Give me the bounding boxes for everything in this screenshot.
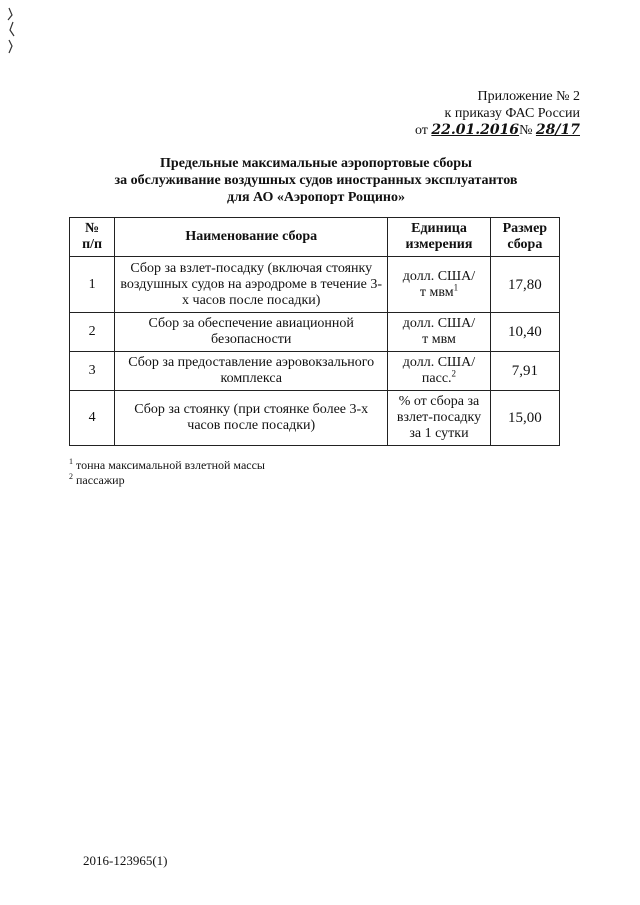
row-number: 2 [70,313,115,352]
fee-name: Сбор за обеспечение авиационной безопасности [115,313,388,352]
title-line-3: для АО «Аэропорт Рощино» [227,190,405,205]
fee-rate: 15,00 [490,391,559,446]
title-line-2: за обслуживание воздушных судов иностранных эксплуатантов [114,173,518,188]
footnote-ref: 2 [451,368,457,379]
fee-rate: 17,80 [490,257,559,313]
table-row [70,313,560,352]
scan-edge-marks [6,6,20,56]
row-number: 4 [70,391,115,446]
table-header-row [70,218,560,257]
footnote-1: $^1$ тонна максимальной взлетной массы [69,457,265,472]
header-number: № п/п [70,218,115,257]
handwritten-date: 22.01.2016 [431,122,520,138]
footnote-2: $^2$ пассажир [69,472,125,487]
fee-name: Сбор за предоставление аэровокзального комплекса [115,352,388,391]
annex-date-number [400,122,580,139]
header-unit: Единица измерения [388,218,490,257]
row-number: 3 [70,352,115,391]
table-row [70,257,560,313]
annex-order-reference: к приказу ФАС России [444,106,580,121]
fee-name: Сбор за стоянку (при стоянке более 3-х часов после посадки) [115,391,388,446]
fee-name: Сбор за взлет-посадку (включая стоянку воздушных судов на аэродроме в течение 3-х часов после посадки) [115,257,388,313]
header-rate: Размер сбора [490,218,559,257]
document-id: 2016-123965(1) [83,853,168,868]
fee-rate: 10,40 [490,313,559,352]
fee-unit: % от сбора за взлет-посадку за 1 сутки [388,391,490,446]
fee-unit: долл. США/ т мвм [388,313,490,352]
table-row [70,352,560,391]
fees-table [69,217,560,446]
fee-unit: долл. США/ т мвм$^1$ [388,257,490,313]
annex-number-prefix: № [519,123,533,138]
annex-header [400,88,580,139]
fee-unit: долл. США/ пасс.$^2$ [388,352,490,391]
footnotes [69,458,265,488]
document-title [70,155,562,206]
header-fee-name: Наименование сбора [115,218,388,257]
footnote-ref: 1 [453,281,459,292]
fee-rate: 7,91 [490,352,559,391]
row-number: 1 [70,257,115,313]
annex-date-prefix: от [414,123,428,138]
handwritten-number: 28/17 [535,122,580,138]
table-row [70,391,560,446]
annex-title: Приложение № 2 [477,89,580,104]
title-line-1: Предельные максимальные аэропортовые сборы [160,156,472,171]
